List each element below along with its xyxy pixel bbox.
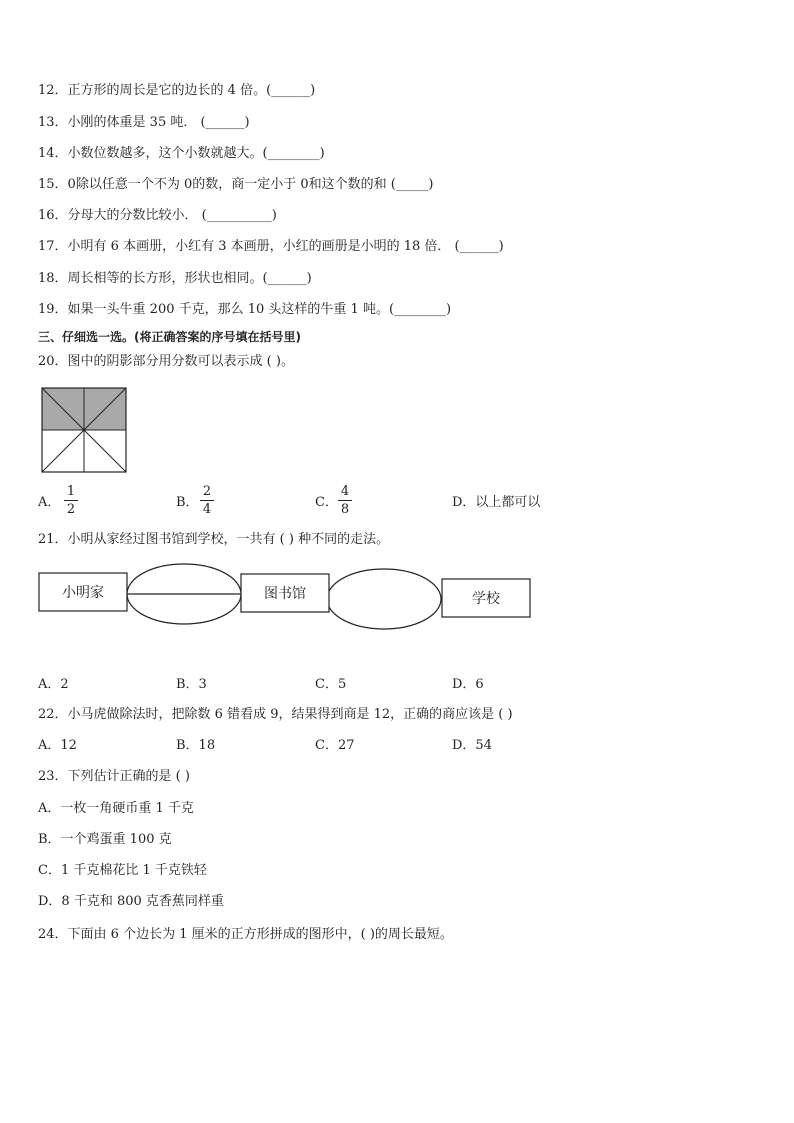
q22-option-b: B．18	[176, 738, 216, 753]
q22-option-c: C．27	[315, 738, 355, 753]
denominator: 8	[340, 502, 350, 517]
route-ellipse-library-school	[327, 569, 441, 629]
q23-option-d: D．8 千克和 800 克香蕉同样重	[38, 894, 224, 909]
numerator: 4	[340, 484, 350, 499]
q20-option-b-letter: B．	[176, 495, 199, 510]
section-3-title: 三、仔细选一选。(将正确答案的序号填在括号里)	[38, 330, 301, 344]
fraction-bar	[64, 500, 78, 501]
question-16: 16．分母大的分数比较小． (__________)	[38, 208, 277, 223]
q20-option-d: D．以上都可以	[452, 495, 541, 510]
q20-option-a-letter: A．	[38, 495, 61, 510]
denominator: 2	[66, 502, 76, 517]
question-24: 24．下面由 6 个边长为 1 厘米的正方形拼成的图形中，( )的周长最短。	[38, 927, 453, 942]
question-17: 17．小明有 6 本画册，小红有 3 本画册，小红的画册是小明的 18 倍． (______)	[38, 239, 504, 254]
q21-option-d: D．6	[452, 677, 484, 692]
fraction-bar	[338, 500, 352, 501]
route-diagram	[36, 560, 536, 634]
q23-option-b: B．一个鸡蛋重 100 克	[38, 832, 172, 847]
question-22: 22．小马虎做除法时，把除数 6 错看成 9，结果得到商是 12，正确的商应该是 ( )	[38, 707, 513, 722]
question-19: 19．如果一头牛重 200 千克，那么 10 头这样的牛重 1 吨。(________)	[38, 302, 452, 317]
question-18: 18．周长相等的长方形，形状也相同。(______)	[38, 271, 312, 286]
q22-option-a: A．12	[38, 738, 77, 753]
library-label: 图书馆	[264, 586, 306, 602]
q21-option-c: C．5	[315, 677, 347, 692]
question-13: 13．小刚的体重是 35 吨． (______)	[38, 115, 250, 130]
q20-option-a-fraction	[64, 484, 78, 517]
shaded-square-figure	[40, 386, 130, 474]
numerator: 2	[202, 484, 212, 499]
q23-option-a: A．一枚一角硬币重 1 千克	[38, 801, 194, 816]
denominator: 4	[202, 502, 212, 517]
q21-option-b: B．3	[176, 677, 207, 692]
question-12: 12．正方形的周长是它的边长的 4 倍。(______)	[38, 83, 316, 98]
q21-option-a: A．2	[38, 677, 69, 692]
question-20: 20．图中的阴影部分用分数可以表示成 ( )。	[38, 354, 294, 369]
q20-option-c-fraction	[338, 484, 352, 517]
question-21: 21．小明从家经过图书馆到学校，一共有 ( ) 种不同的走法。	[38, 532, 390, 547]
question-23: 23．下列估计正确的是 ( )	[38, 769, 190, 784]
q22-option-d: D．54	[452, 738, 492, 753]
numerator: 1	[66, 484, 76, 499]
q20-option-b-fraction	[200, 484, 214, 517]
home-label: 小明家	[62, 585, 104, 601]
school-label: 学校	[472, 591, 500, 607]
fraction-bar	[200, 500, 214, 501]
question-14: 14．小数位数越多，这个小数就越大。(________)	[38, 146, 325, 161]
q23-option-c: C．1 千克棉花比 1 千克铁轻	[38, 863, 207, 878]
q20-option-c-letter: C．	[315, 495, 338, 510]
question-15: 15．0除以任意一个不为 0的数，商一定小于 0和这个数的和 (_____)	[38, 177, 434, 192]
